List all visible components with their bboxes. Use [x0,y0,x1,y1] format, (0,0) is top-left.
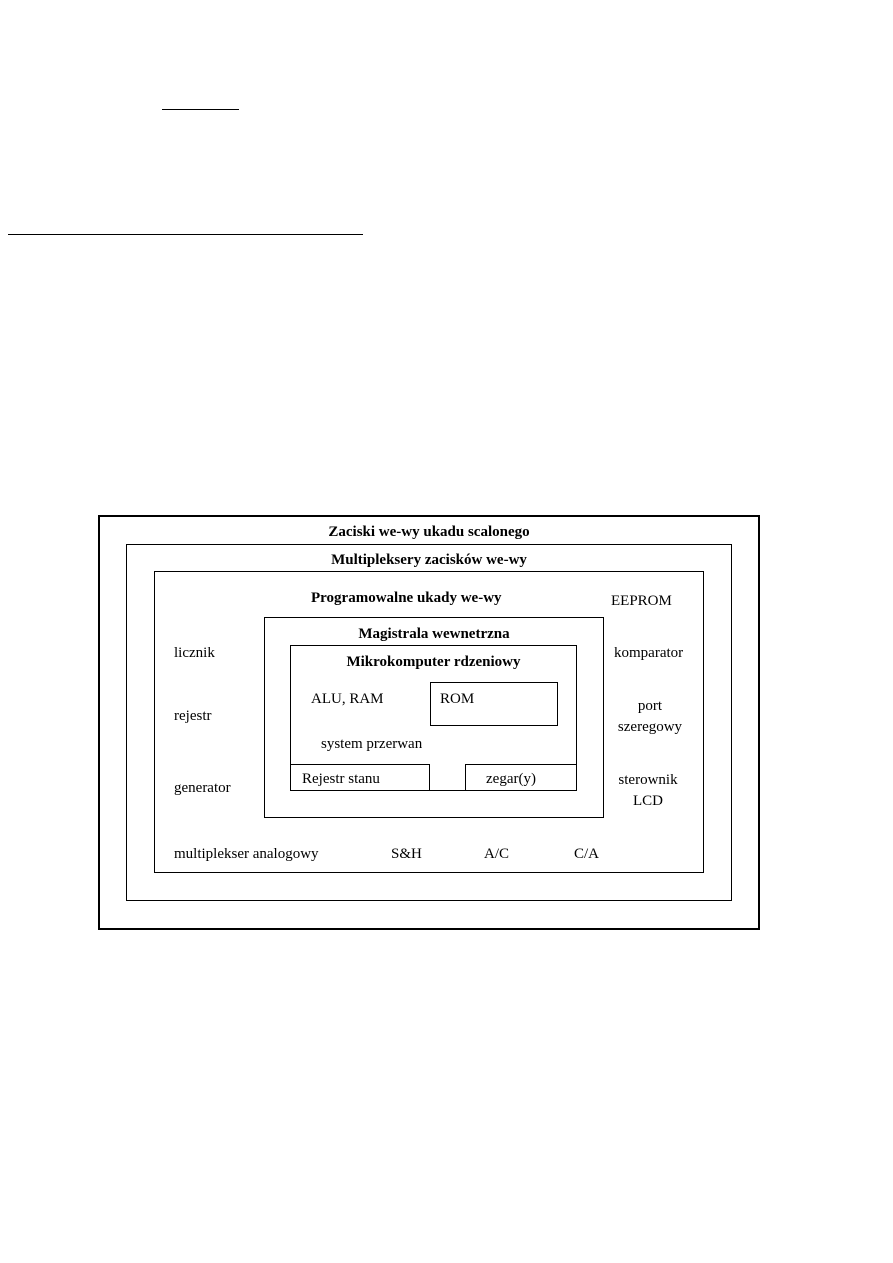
long-underline [8,234,363,235]
core-microcomputer-title: Mikrokomputer rdzeniowy [346,654,521,670]
eeprom-label: EEPROM [611,593,672,609]
alu-ram-label: ALU, RAM [311,691,384,707]
pin-mux-title: Multipleksery zacisków we-wy [331,552,527,568]
internal-bus-title: Magistrala wewnetrzna [358,626,510,642]
generator-label: generator [174,780,231,796]
sample-hold-label: S&H [391,846,422,862]
analog-multiplexer-label: multiplekser analogowy [174,846,319,862]
io-pins-title: Zaciski we-wy ukadu scalonego [328,524,530,540]
lcd-driver-label-line1: sterownik [618,772,678,788]
adc-label: A/C [484,846,510,862]
dac-label: C/A [574,846,600,862]
comparator-label: komparator [614,645,684,661]
register-label: rejestr [174,708,212,724]
counter-label: licznik [174,645,215,661]
lcd-driver-label-line2: LCD [633,793,663,809]
clock-label: zegar(y) [486,771,536,787]
programmable-io-title: Programowalne ukady we-wy [311,590,502,606]
short-underline [162,109,239,110]
interrupt-system-label: system przerwan [321,736,423,752]
serial-port-label-line1: port [637,698,663,714]
serial-port-label-line2: szeregowy [617,719,683,735]
status-register-label: Rejestr stanu [302,771,380,787]
rom-label: ROM [440,691,475,707]
